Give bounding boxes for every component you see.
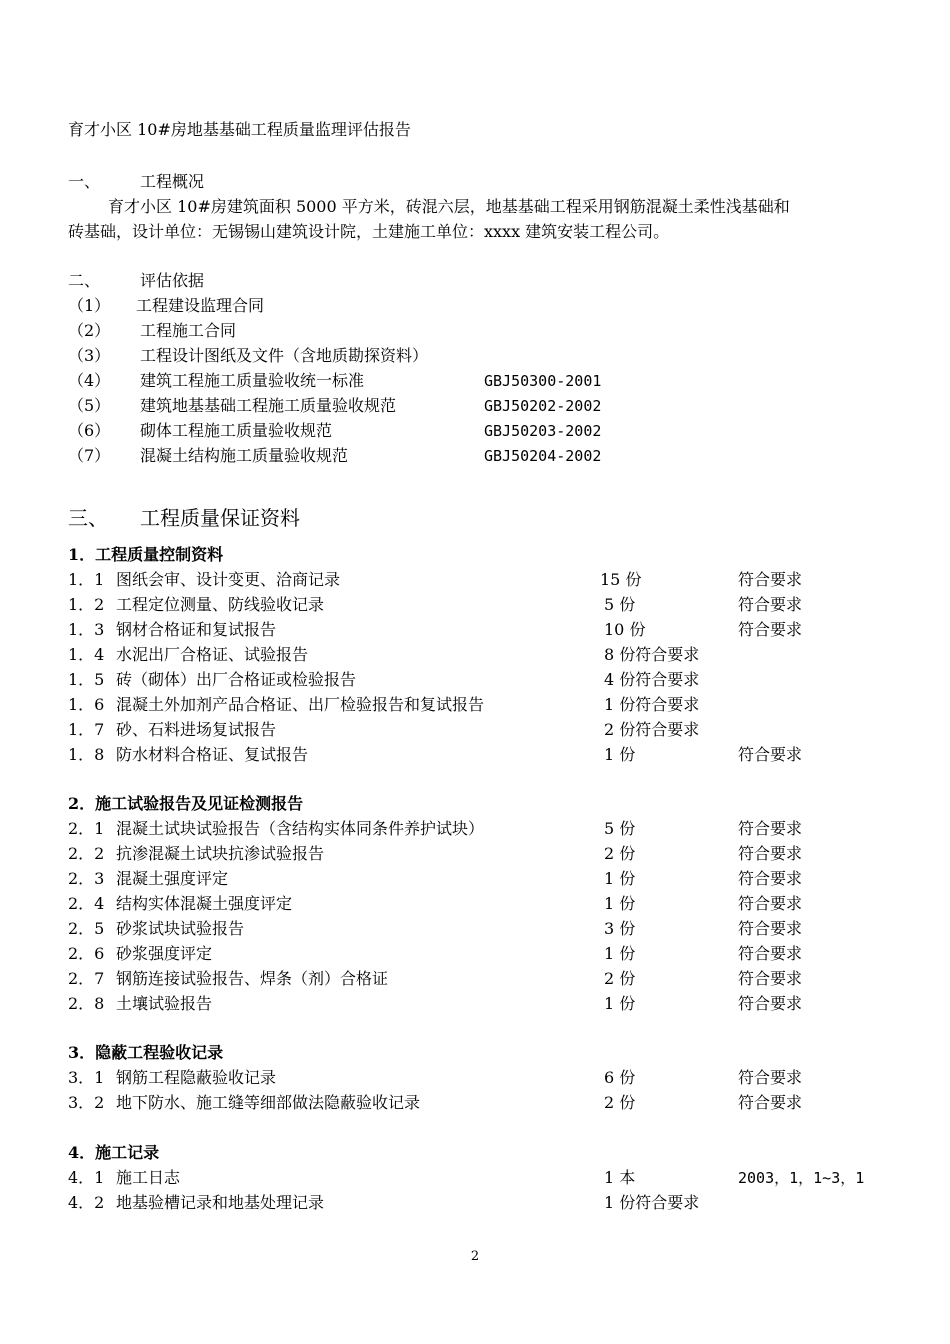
- basis-item-code: GBJ50204-2002: [484, 447, 602, 465]
- group-item-no: 4．1: [68, 1168, 105, 1187]
- group-item-result: 符合要求: [738, 894, 803, 913]
- basis-item-text: 建筑工程施工质量验收统一标准: [140, 371, 365, 390]
- page-number: 2: [470, 1249, 480, 1264]
- basis-item-text: 砌体工程施工质量验收规范: [140, 421, 333, 440]
- basis-item-code: GBJ50202-2002: [484, 397, 602, 415]
- basis-item-text: 工程建设监理合同: [136, 296, 265, 315]
- group-item-qty: 1 份: [604, 869, 636, 888]
- group-item-text: 水泥出厂合格证、试验报告: [116, 645, 309, 664]
- group-item-qty: 1 份符合要求: [604, 1193, 700, 1212]
- basis-item-no: （2）: [68, 321, 111, 340]
- group-item-result: 符合要求: [738, 1068, 803, 1087]
- section1-heading: 工程概况: [140, 172, 205, 191]
- group-item-result: 符合要求: [738, 620, 803, 639]
- group-item-text: 抗渗混凝土试块抗渗试验报告: [116, 844, 325, 863]
- group-item-no: 1．2: [68, 595, 105, 614]
- group-item-text: 结构实体混凝土强度评定: [116, 894, 293, 913]
- group-item-result: 符合要求: [738, 1093, 803, 1112]
- group-item-qty: 1 份符合要求: [604, 695, 700, 714]
- group-item-no: 2．7: [68, 969, 105, 988]
- group-item-no: 2．3: [68, 869, 105, 888]
- report-title: 育才小区 10#房地基基础工程质量监理评估报告: [68, 120, 411, 139]
- basis-item-no: （1）: [68, 296, 111, 315]
- group-item-no: 3．2: [68, 1093, 105, 1112]
- group-item-no: 2．5: [68, 919, 105, 938]
- group3-title: 3．隐蔽工程验收记录: [68, 1043, 224, 1062]
- group-item-no: 2．2: [68, 844, 105, 863]
- group2-title: 2．施工试验报告及见证检测报告: [68, 794, 304, 813]
- group-item-qty: 2 份: [604, 844, 636, 863]
- group-item-result: 符合要求: [738, 869, 803, 888]
- group-item-qty: 1 份: [604, 894, 636, 913]
- group-item-qty: 1 份: [604, 944, 636, 963]
- group-item-text: 混凝土试块试验报告（含结构实体同条件养护试块）: [116, 819, 485, 838]
- group-item-text: 地基验槽记录和地基处理记录: [116, 1193, 325, 1212]
- section3-number: 三、: [68, 506, 108, 530]
- group-item-qty: 4 份符合要求: [604, 670, 700, 689]
- group-item-qty: 10 份: [604, 620, 646, 639]
- basis-item-code: GBJ50203-2002: [484, 422, 602, 440]
- group-item-text: 图纸会审、设计变更、洽商记录: [116, 570, 341, 589]
- basis-item-no: （4）: [68, 371, 111, 390]
- group-item-result: 符合要求: [738, 969, 803, 988]
- group-item-qty: 3 份: [604, 919, 636, 938]
- group-item-text: 钢材合格证和复试报告: [116, 620, 277, 639]
- section1-number: 一、: [68, 172, 101, 191]
- group-item-qty: 6 份: [604, 1068, 636, 1087]
- group-item-text: 防水材料合格证、复试报告: [116, 745, 309, 764]
- group-item-text: 施工日志: [116, 1168, 181, 1187]
- group-item-result: 符合要求: [738, 944, 803, 963]
- group-item-text: 钢筋工程隐蔽验收记录: [116, 1068, 277, 1087]
- group4-title: 4．施工记录: [68, 1143, 160, 1162]
- group-item-qty: 2 份: [604, 1093, 636, 1112]
- basis-item-no: （7）: [68, 446, 111, 465]
- group-item-no: 2．1: [68, 819, 105, 838]
- section2-number: 二、: [68, 271, 101, 290]
- group-item-result: 符合要求: [738, 919, 803, 938]
- group-item-text: 混凝土外加剂产品合格证、出厂检验报告和复试报告: [116, 695, 485, 714]
- group-item-no: 1．8: [68, 745, 105, 764]
- group-item-text: 工程定位测量、防线验收记录: [116, 595, 325, 614]
- group1-title: 1．工程质量控制资料: [68, 545, 224, 564]
- basis-item-text: 工程设计图纸及文件（含地质勘探资料）: [140, 346, 429, 365]
- group-item-text: 钢筋连接试验报告、焊条（剂）合格证: [116, 969, 389, 988]
- section3-heading: 工程质量保证资料: [140, 506, 300, 530]
- group-item-qty: 1 份: [604, 994, 636, 1013]
- section1-paragraph-line2: 砖基础，设计单位：无锡锡山建筑设计院，土建施工单位：xxxx 建筑安装工程公司。: [68, 222, 670, 241]
- group-item-no: 1．4: [68, 645, 105, 664]
- basis-item-no: （3）: [68, 346, 111, 365]
- group-item-text: 砂浆试块试验报告: [116, 919, 245, 938]
- group-item-qty: 5 份: [604, 595, 636, 614]
- group-item-result: 符合要求: [738, 570, 803, 589]
- group-item-text: 砖（砌体）出厂合格证或检验报告: [116, 670, 357, 689]
- group-item-no: 1．7: [68, 720, 105, 739]
- group-item-text: 混凝土强度评定: [116, 869, 229, 888]
- group-item-no: 3．1: [68, 1068, 105, 1087]
- group-item-qty: 8 份符合要求: [604, 645, 700, 664]
- group-item-result: 符合要求: [738, 819, 803, 838]
- group-item-no: 2．6: [68, 944, 105, 963]
- section2-heading: 评估依据: [140, 271, 205, 290]
- group-item-text: 土壤试验报告: [116, 994, 213, 1013]
- group-item-qty: 2 份符合要求: [604, 720, 700, 739]
- group-item-result: 符合要求: [738, 595, 803, 614]
- group-item-result: 符合要求: [738, 844, 803, 863]
- group-item-result: 符合要求: [738, 745, 803, 764]
- group-item-no: 2．4: [68, 894, 105, 913]
- group-item-text: 砂浆强度评定: [116, 944, 213, 963]
- group-item-no: 1．5: [68, 670, 105, 689]
- group-item-no: 2．8: [68, 994, 105, 1013]
- group-item-qty: 1 份: [604, 745, 636, 764]
- basis-item-no: （6）: [68, 421, 111, 440]
- basis-item-text: 混凝土结构施工质量验收规范: [140, 446, 349, 465]
- group-item-no: 1．3: [68, 620, 105, 639]
- basis-item-text: 建筑地基基础工程施工质量验收规范: [140, 396, 397, 415]
- group-item-qty: 15 份: [600, 570, 642, 589]
- group-item-text: 地下防水、施工缝等细部做法隐蔽验收记录: [116, 1093, 421, 1112]
- group-item-no: 1．6: [68, 695, 105, 714]
- group-item-no: 1．1: [68, 570, 105, 589]
- group-item-no: 4．2: [68, 1193, 105, 1212]
- group-item-result: 2003，1，1~3，1: [738, 1169, 865, 1187]
- basis-item-text: 工程施工合同: [140, 321, 237, 340]
- group-item-qty: 5 份: [604, 819, 636, 838]
- basis-item-no: （5）: [68, 396, 111, 415]
- group-item-text: 砂、石料进场复试报告: [116, 720, 277, 739]
- group-item-qty: 1 本: [604, 1168, 636, 1187]
- group-item-result: 符合要求: [738, 994, 803, 1013]
- section1-paragraph-line1: 育才小区 10#房建筑面积 5000 平方米，砖混六层，地基基础工程采用钢筋混凝土柔性浅基础和: [108, 197, 790, 216]
- basis-item-code: GBJ50300-2001: [484, 372, 602, 390]
- group-item-qty: 2 份: [604, 969, 636, 988]
